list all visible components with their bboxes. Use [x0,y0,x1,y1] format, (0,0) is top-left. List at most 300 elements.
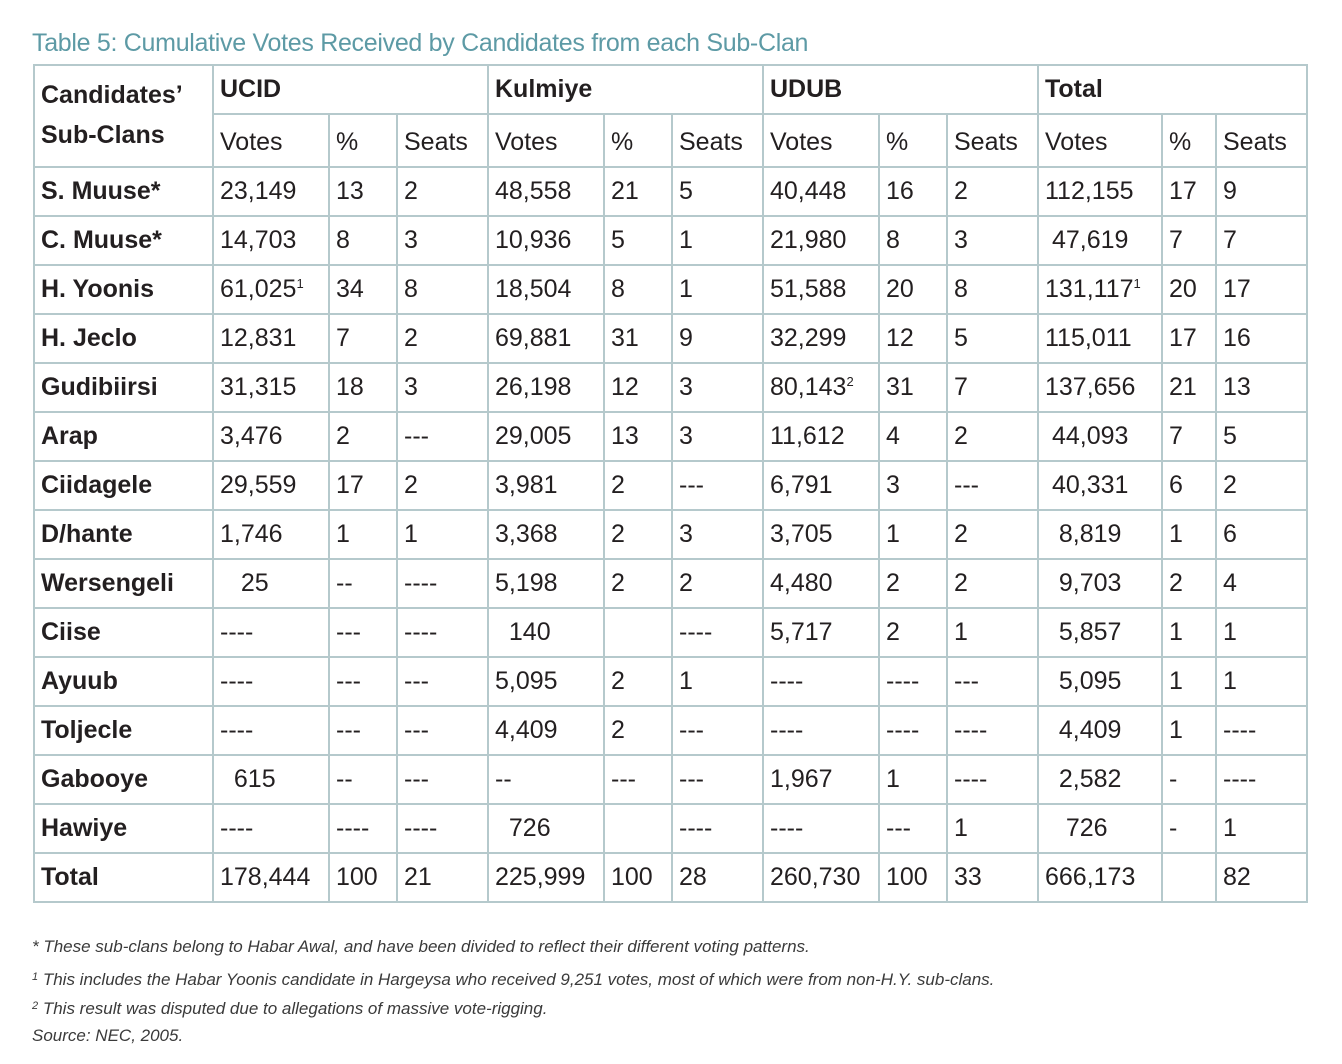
footnote-text: This includes the Habar Yoonis candidate in Hargeysa who received 9,251 votes, most of which were from non-H.Y. sub-clans. [38,969,995,989]
cell-value: 3,981 [495,471,558,499]
subclan-name: Ciidagele [34,461,213,510]
cell-kulmiye-votes [488,461,604,510]
footnote [32,1025,994,1055]
cell-value: ---- [220,814,254,842]
cell-udub-seats [947,412,1038,461]
cell-total-seats [1216,804,1307,853]
cell-value: 25 [220,569,269,597]
cell-value: --- [336,618,361,646]
cell-kulmiye-percent [604,608,672,657]
cell-udub-votes [763,216,879,265]
corner-header-line1: Candidates’ [41,81,183,109]
subclan-name: Hawiye [34,804,213,853]
table-row [34,363,1307,412]
cell-ucid-percent [329,657,397,706]
cell-total-votes [1038,363,1162,412]
cell-udub-votes [763,559,879,608]
cell-kulmiye-percent [604,265,672,314]
cell-value: -- [495,765,512,793]
cell-kulmiye-seats [672,804,763,853]
cell-value: 29,559 [220,471,297,499]
cell-total-votes [1038,412,1162,461]
cell-value: ---- [886,716,920,744]
cell-udub-seats [947,216,1038,265]
cell-ucid-seats [397,706,488,755]
cell-value: --- [679,471,704,499]
subclan-name: Wersengeli [34,559,213,608]
cell-total-seats [1216,755,1307,804]
cell-value: 17 [336,471,364,499]
cell-value: --- [404,765,429,793]
table-row [34,265,1307,314]
cell-ucid-votes [213,657,329,706]
cell-ucid-seats [397,412,488,461]
cell-kulmiye-percent [604,216,672,265]
cell-value: 20 [886,275,914,303]
cell-value: 8 [611,275,625,303]
cell-udub-seats [947,755,1038,804]
subclan-column-header [34,65,213,167]
cell-udub-percent [879,216,947,265]
cell-udub-seats [947,608,1038,657]
cell-value: --- [679,716,704,744]
cell-udub-percent [879,363,947,412]
cell-value: 4,409 [495,716,558,744]
subheader-seats: Seats [672,114,763,167]
sub-header-row [34,114,1307,167]
cell-udub-percent [879,167,947,216]
subheader-seats: Seats [1216,114,1307,167]
subheader-votes: Votes [488,114,604,167]
cell-value: --- [886,814,911,842]
cell-total-seats [1216,363,1307,412]
cell-value: -- [336,765,353,793]
cell-value: 18,504 [495,275,572,303]
cell-value: 100 [336,863,378,891]
cell-ucid-votes [213,363,329,412]
cell-value: 2 [404,471,418,499]
cell-kulmiye-seats [672,657,763,706]
subheader-percent: % [879,114,947,167]
cell-value: 2 [611,520,625,548]
cell-total-seats [1216,706,1307,755]
cell-value: 31 [886,373,914,401]
table-row [34,804,1307,853]
cell-value: 1 [1223,618,1237,646]
cell-ucid-percent [329,265,397,314]
cell-ucid-percent [329,706,397,755]
cell-total-votes [1038,755,1162,804]
cell-ucid-seats [397,363,488,412]
cell-value: 5 [611,226,625,254]
cell-udub-votes [763,608,879,657]
cell-value: 1 [679,667,693,695]
cell-kulmiye-percent [604,657,672,706]
cell-value: 726 [1045,814,1108,842]
cell-kulmiye-percent [604,755,672,804]
cell-total-seats [1216,265,1307,314]
cell-value: 666,173 [1045,863,1136,891]
cell-kulmiye-percent [604,314,672,363]
table-row [34,461,1307,510]
cell-value: 1 [336,520,350,548]
cell-value: 8 [954,275,968,303]
cell-udub-votes [763,510,879,559]
cell-total-percent [1162,755,1216,804]
cell-ucid-percent [329,853,397,902]
cell-total-seats [1216,510,1307,559]
cell-value: 115,011 [1045,324,1132,352]
cell-ucid-votes [213,265,329,314]
cell-value: 12,831 [220,324,297,352]
cell-total-percent [1162,853,1216,902]
cell-kulmiye-seats [672,559,763,608]
cell-total-votes [1038,167,1162,216]
cell-value: 225,999 [495,863,586,891]
footnote-text: Source: NEC, 2005. [32,1025,184,1045]
subclan-name: S. Muuse* [34,167,213,216]
cell-value: 7 [1169,422,1183,450]
table-row [34,314,1307,363]
cell-value: 47,619 [1045,226,1129,254]
cell-value: 8 [336,226,350,254]
cell-value: 7 [336,324,350,352]
cell-value: 5,198 [495,569,558,597]
cell-kulmiye-votes [488,755,604,804]
cell-value: 3,705 [770,520,833,548]
cell-kulmiye-seats [672,265,763,314]
cell-value: 5,857 [1045,618,1122,646]
cell-value: ---- [770,667,804,695]
cell-kulmiye-votes [488,363,604,412]
table-row [34,706,1307,755]
footnote [32,966,994,996]
cell-kulmiye-percent [604,510,672,559]
cell-total-votes [1038,559,1162,608]
cell-udub-votes [763,314,879,363]
group-header-row [34,65,1307,114]
cell-value: 7 [1223,226,1237,254]
cell-value: 14,703 [220,226,297,254]
subheader-percent: % [1162,114,1216,167]
cell-kulmiye-percent [604,167,672,216]
subclan-name: Arap [34,412,213,461]
cell-value: 137,656 [1045,373,1136,401]
cell-kulmiye-seats [672,216,763,265]
cell-udub-percent [879,559,947,608]
cell-ucid-percent [329,216,397,265]
cell-value: -- [336,569,353,597]
cell-value: 8 [886,226,900,254]
cell-value: --- [404,716,429,744]
cell-value: 2 [611,569,625,597]
cell-ucid-seats [397,657,488,706]
footnote-marker: 1 [32,970,39,983]
cell-total-votes [1038,461,1162,510]
subclan-name: Gabooye [34,755,213,804]
cell-value: 48,558 [495,177,572,205]
cell-value: 9,703 [1045,569,1122,597]
cell-value: 40,448 [770,177,847,205]
cell-udub-votes [763,363,879,412]
cell-udub-seats [947,804,1038,853]
cell-ucid-seats [397,755,488,804]
cell-udub-seats [947,657,1038,706]
cell-value: ---- [954,765,988,793]
table-row [34,559,1307,608]
cell-total-votes [1038,216,1162,265]
cell-value: 2 [611,667,625,695]
cell-value: ---- [220,667,254,695]
subclan-name: Toljecle [34,706,213,755]
cell-value: 1 [1169,716,1183,744]
cell-ucid-percent [329,167,397,216]
cell-kulmiye-percent [604,412,672,461]
cell-total-votes [1038,314,1162,363]
cell-total-percent [1162,363,1216,412]
cell-total-seats [1216,559,1307,608]
cell-value: 5 [1223,422,1237,450]
cell-value: 131,117 [1045,275,1134,303]
footnote-text: This result was disputed due to allegations of massive vote-rigging. [38,999,548,1018]
cell-value: 4 [886,422,900,450]
footnote-marker: 1 [1133,276,1141,291]
cell-total-votes [1038,608,1162,657]
cell-value: 2 [336,422,350,450]
cell-value: 69,881 [495,324,572,352]
total-row [34,853,1307,902]
cell-ucid-votes [213,559,329,608]
cell-ucid-seats [397,559,488,608]
footnote-marker: 1 [296,276,304,291]
cell-total-votes [1038,706,1162,755]
cell-value: 6 [1223,520,1237,548]
cell-ucid-seats [397,265,488,314]
cell-value: 29,005 [495,422,572,450]
cell-value: ---- [404,618,438,646]
cell-value: 3 [679,520,693,548]
cell-value: 18 [336,373,364,401]
cell-kulmiye-votes [488,853,604,902]
table-row [34,167,1307,216]
cell-value: 140 [495,618,551,646]
cell-ucid-seats [397,314,488,363]
cell-value: 112,155 [1045,177,1134,205]
cell-value: 44,093 [1045,422,1129,450]
cell-ucid-votes [213,510,329,559]
cell-kulmiye-percent [604,804,672,853]
cell-value: 21 [404,863,432,891]
cell-value: 2 [611,471,625,499]
cell-value: 34 [336,275,364,303]
cell-udub-percent [879,265,947,314]
cell-total-percent [1162,216,1216,265]
cell-value: 51,588 [770,275,847,303]
cell-ucid-votes [213,461,329,510]
cell-udub-votes [763,804,879,853]
cell-value: 31 [611,324,639,352]
cell-udub-votes [763,755,879,804]
group-header-kulmiye: Kulmiye [488,65,763,114]
cell-value: 2 [611,716,625,744]
cell-value: 2 [886,618,900,646]
cell-value: 1 [1169,618,1183,646]
subclan-name: D/hante [34,510,213,559]
cell-value: 1 [886,520,900,548]
table-title: Table 5: Cumulative Votes Received by Candidates from each Sub-Clan [32,29,809,57]
cell-value: 1 [1169,520,1183,548]
cell-kulmiye-votes [488,559,604,608]
footnote-text: * These sub-clans belong to Habar Awal, and have been divided to reflect their different voting patterns. [32,937,810,956]
cell-value: ---- [770,716,804,744]
cell-total-percent [1162,804,1216,853]
cell-ucid-percent [329,461,397,510]
cell-value: 12 [611,373,639,401]
cell-udub-votes [763,167,879,216]
cell-total-seats [1216,608,1307,657]
cell-value: 8,819 [1045,520,1122,548]
cell-value: ---- [770,814,804,842]
footnote [32,995,994,1025]
cell-value: 5 [954,324,968,352]
cell-value: 2 [404,177,418,205]
cell-ucid-votes [213,706,329,755]
cell-udub-percent [879,755,947,804]
table-row [34,412,1307,461]
cell-ucid-percent [329,412,397,461]
cell-value: 33 [954,863,982,891]
cell-value: 2 [886,569,900,597]
cell-value: 16 [1223,324,1251,352]
cell-ucid-seats [397,510,488,559]
cell-value: - [1169,765,1178,793]
cell-udub-seats [947,363,1038,412]
cell-value: 3,368 [495,520,558,548]
group-header-total: Total [1038,65,1307,114]
cell-total-percent [1162,461,1216,510]
cell-value: 4 [1223,569,1237,597]
cell-total-percent [1162,314,1216,363]
cell-udub-percent [879,853,947,902]
cell-value: 5 [679,177,693,205]
subclan-name: Ayuub [34,657,213,706]
cell-total-percent [1162,657,1216,706]
cell-value: ---- [1223,765,1257,793]
cell-value: 3 [886,471,900,499]
cell-value: 12 [886,324,914,352]
cell-value: 11,612 [770,422,845,450]
cell-value: 260,730 [770,863,861,891]
cell-total-votes [1038,265,1162,314]
cell-value: 2 [954,569,968,597]
cell-ucid-percent [329,363,397,412]
cell-value: 2 [1223,471,1237,499]
cell-value: 1,746 [220,520,283,548]
cell-value: 31,315 [220,373,297,401]
cell-value: 32,299 [770,324,847,352]
cell-value: --- [954,667,979,695]
cell-value: 3 [404,226,418,254]
cell-value: 1 [954,618,968,646]
subclan-name: C. Muuse* [34,216,213,265]
cell-ucid-votes [213,608,329,657]
cell-value: - [1169,814,1178,842]
cell-udub-seats [947,853,1038,902]
cell-udub-seats [947,265,1038,314]
cell-ucid-seats [397,608,488,657]
cell-value: 4,409 [1045,716,1122,744]
subheader-votes: Votes [213,114,329,167]
cell-kulmiye-votes [488,265,604,314]
cell-udub-seats [947,167,1038,216]
corner-header-line2: Sub-Clans [41,121,165,149]
cell-value: 3,476 [220,422,283,450]
cell-udub-percent [879,461,947,510]
cell-value: 2 [404,324,418,352]
cell-value: 1 [404,520,418,548]
cell-value: 26,198 [495,373,572,401]
cell-value: ---- [220,618,254,646]
cell-value: 3 [954,226,968,254]
cell-ucid-votes [213,412,329,461]
table-row [34,216,1307,265]
cell-value: 615 [220,765,276,793]
cell-value: 178,444 [220,863,311,891]
cell-value: 21,980 [770,226,847,254]
cell-kulmiye-votes [488,314,604,363]
cell-value: 4,480 [770,569,833,597]
cell-value: 28 [679,863,707,891]
cell-value: 6,791 [770,471,833,499]
cell-kulmiye-votes [488,804,604,853]
cell-ucid-votes [213,314,329,363]
cell-kulmiye-votes [488,167,604,216]
cell-value: ---- [886,667,920,695]
subheader-seats: Seats [397,114,488,167]
cell-ucid-votes [213,216,329,265]
subheader-seats: Seats [947,114,1038,167]
cell-value: --- [336,716,361,744]
table-row [34,510,1307,559]
cell-udub-seats [947,510,1038,559]
cell-value: ---- [220,716,254,744]
cell-value: 40,331 [1045,471,1129,499]
cell-ucid-votes [213,167,329,216]
cell-udub-seats [947,559,1038,608]
group-header-ucid: UCID [213,65,488,114]
cell-ucid-seats [397,216,488,265]
cell-value: --- [954,471,979,499]
cell-kulmiye-seats [672,608,763,657]
cell-kulmiye-seats [672,461,763,510]
cell-ucid-percent [329,804,397,853]
cell-udub-votes [763,461,879,510]
cell-udub-votes [763,706,879,755]
cell-value: 2 [954,177,968,205]
cell-value: 1 [1169,667,1183,695]
cell-value: 20 [1169,275,1197,303]
cell-value: 1 [954,814,968,842]
cell-udub-percent [879,510,947,559]
cell-value: 23,149 [220,177,297,205]
footnotes [32,936,994,1054]
cell-value: ---- [679,814,713,842]
cell-ucid-percent [329,510,397,559]
cell-total-seats [1216,412,1307,461]
cell-value: 1 [1223,667,1237,695]
cell-value: 13 [611,422,639,450]
cell-total-percent [1162,510,1216,559]
